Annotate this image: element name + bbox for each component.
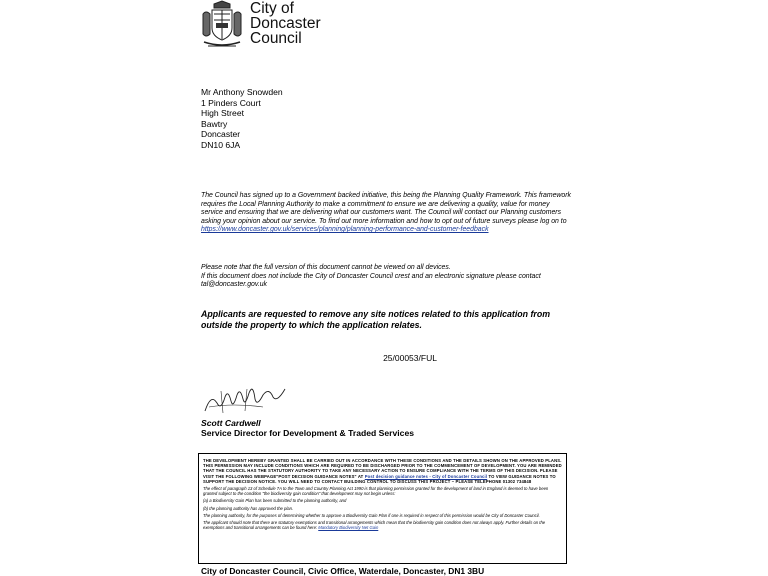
council-name-line2: Doncaster [250, 15, 321, 32]
council-name-line3: Council [250, 30, 302, 47]
biodiversity-condition-b: (b) the planning authority has approved the plan. [203, 505, 294, 511]
quality-framework-text: The Council has signed up to a Government backed initiative, this being the Planning Quality Framework. This framework requires the Local Planning Authority to make a commitment to ensure we are delivering a quality, value for money service and ensuring that we are delivering what our customers want. The Council will contact our Planning customers asking your opinion about our service. To find out more information and how to opt out of future surveys please log on to [201, 192, 571, 225]
biodiversity-paragraph: The effect of paragraph 13 of Schedule 7A to the Town and Country Planning Act 1990 is that planning permission granted for the development of land in England is deemed to have been granted subject to the condition "the biodiversity gain condition" that development may not begin unless: [203, 486, 549, 497]
biodiversity-net-gain-link[interactable]: Mandatory Biodiversity Net Gain [318, 525, 379, 531]
full-version-line1: Please note that the full version of this document cannot be viewed on all devices. [201, 264, 451, 271]
post-decision-guidance-link[interactable]: Post decision guidance notes - City of Doncaster Council [364, 473, 488, 479]
signatory-role: Service Director for Development & Traded Services [201, 428, 415, 438]
conditions-text-continued: TO VIEW GUIDANCE NOTES TO SUPPORT THE DECISION NOTICE. YOU WILL NEED TO CONTACT BUILDING CONTROL TO DISCUSS THIS PROJECT – PLEASE TELEPHONE 01302 734848 [203, 473, 556, 484]
full-version-line2: If this document does not include the City of Doncaster Council crest and an electronic signature please contact tal@doncaster.gov.uk [201, 272, 541, 289]
biodiversity-exemptions [203, 520, 562, 530]
recipient-name: Mr Anthony Snowden [201, 87, 283, 97]
quality-framework-note [201, 192, 571, 235]
feedback-link[interactable]: https://www.doncaster.gov.uk/services/planning/planning-performance-and-customer-feedback [201, 226, 489, 234]
signature-image [203, 385, 288, 415]
biodiversity-authority: The planning authority, for the purposes of determining whether to approve a Biodiversity Gain Plan if one is required in respect of this permission would be City of Doncaster Council. [203, 512, 540, 518]
conditions-box [198, 453, 567, 564]
full-version-note [201, 264, 571, 290]
address-line: Doncaster [201, 129, 241, 140]
biodiversity-exemptions-text: The applicant should note that there are statutory exemptions and transitional arrangements which mean that the biodiversity gain condition does not always apply. Further details on the exemptions and transitional arrangements can be found here: [203, 520, 546, 531]
address-line: High Street [201, 108, 244, 119]
application-reference: 25/00053/FUL [383, 353, 437, 363]
signatory-name: Scott Cardwell [201, 418, 261, 428]
council-logo [200, 0, 320, 50]
address-line: Bawtry [201, 118, 228, 129]
address-postcode: DN10 6JA [201, 139, 241, 150]
address-line: 1 Pinders Court [201, 97, 261, 108]
site-notice-instruction: Applicants are requested to remove any site notices related to this application from outside the property to which the application relates. [201, 309, 551, 330]
conditions-text: THE DEVELOPMENT HEREBY GRANTED SHALL BE CARRIED OUT IN ACCORDANCE WITH THESE CONDITIONS AND THE DETAILS SHOWN ON THE APPROVED PLANS. THIS PERMISSION MAY INCLUDE CONDITIONS WHICH ARE REQUIRED TO BE DISCHARGED PRIOR TO THE COMMENCEMENT OF DEVELOPMENT. YOU ARE REMINDED THAT THE COUNCIL HAS THE STATUTORY AUTHORITY TO TAKE ANY NECESSARY ACTION TO ENSURE COMPLIANCE WITH THE TERMS OF THIS DECISION. PLEASE VISIT THE FOLLOWING WEBPAGE"POST DECISION GUIDANCE NOTES" AT [203, 458, 562, 479]
council-name-line1: City of [250, 0, 294, 17]
recipient-address [201, 87, 283, 151]
council-address-footer: City of Doncaster Council, Civic Office, Waterdale, Doncaster, DN1 3BU [201, 566, 485, 576]
council-crest-icon [200, 0, 244, 50]
biodiversity-condition-a: (a) a Biodiversity Gain Plan has been submitted to the planning authority, and [203, 498, 347, 504]
conditions-notice [203, 458, 562, 484]
council-name [250, 1, 321, 46]
